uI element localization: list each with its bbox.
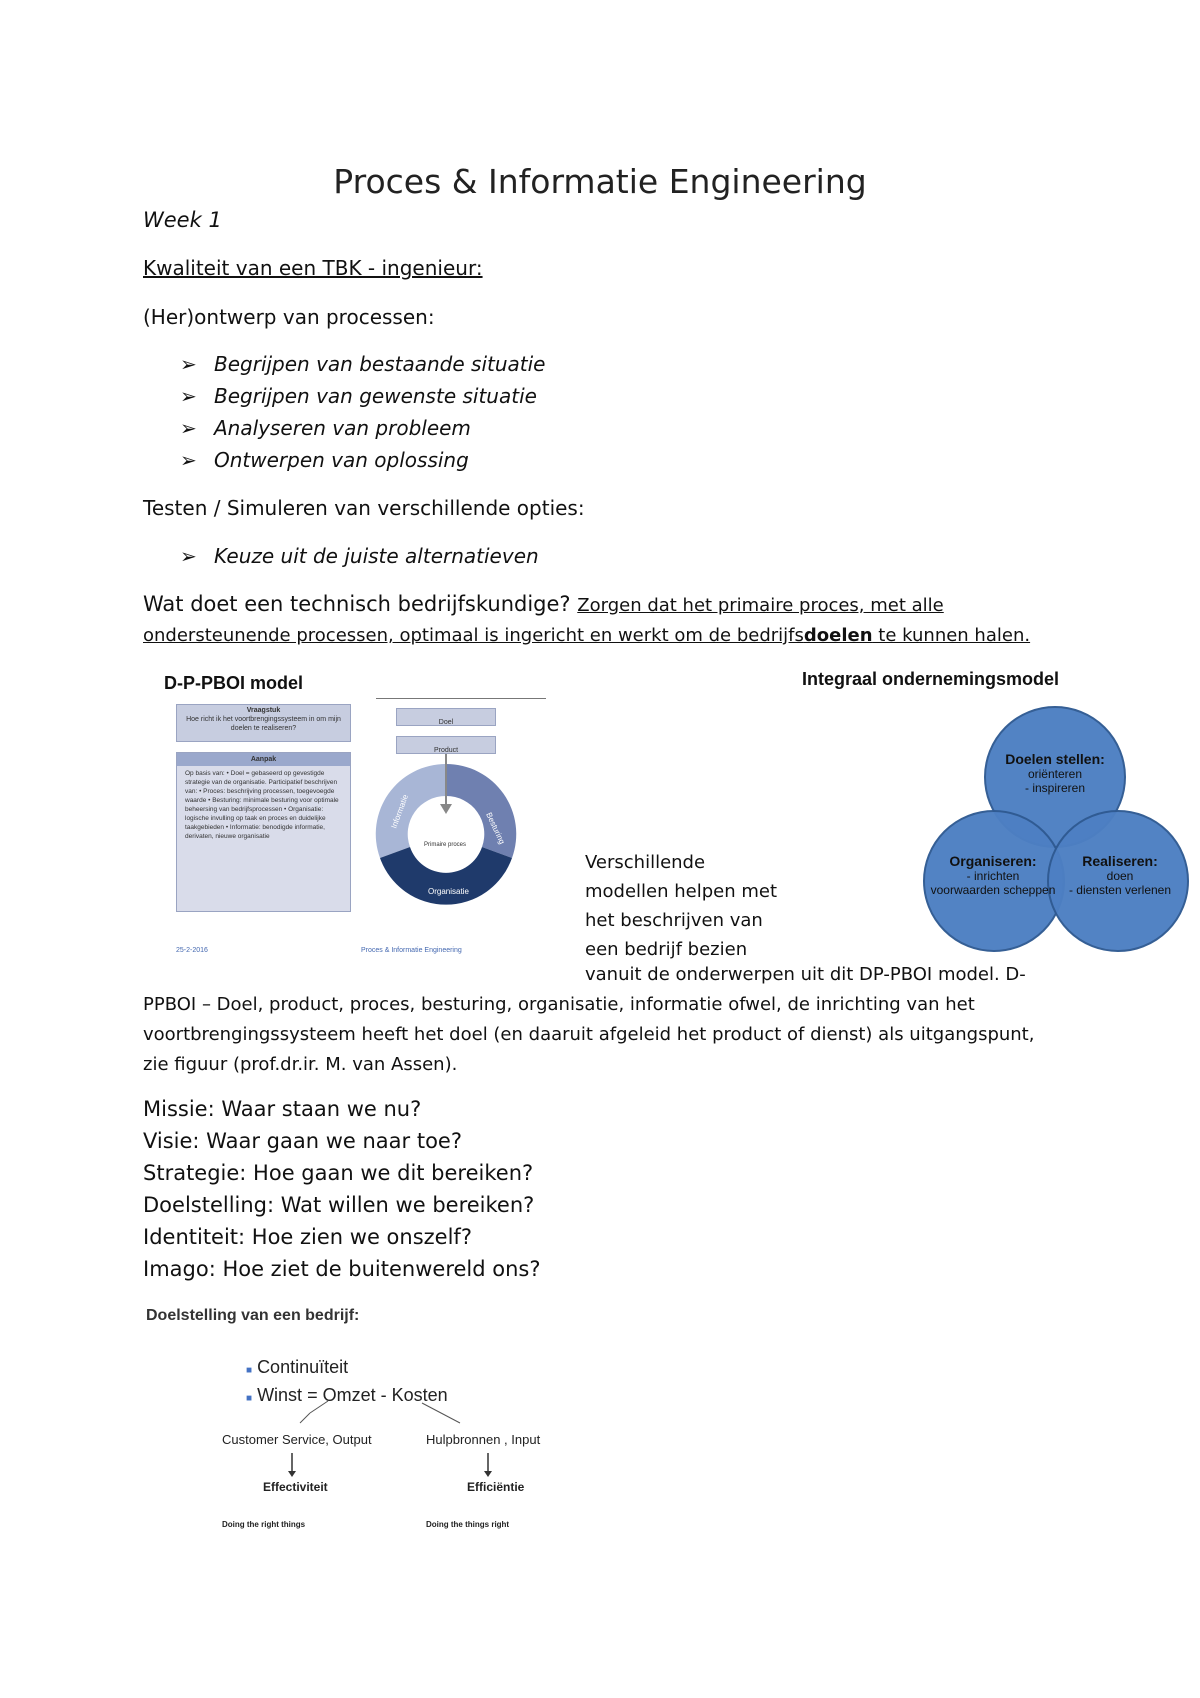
section-herontwerp: (Her)ontwerp van processen: xyxy=(143,305,435,329)
pboi-ring xyxy=(366,754,526,914)
connector-line xyxy=(300,1413,310,1423)
effectiviteit-label: Effectiviteit xyxy=(263,1480,328,1494)
arrowhead-bullet-icon: ➢ xyxy=(180,448,197,472)
arrowhead-bullet-icon: ➢ xyxy=(180,352,197,376)
doel-box: Doel xyxy=(396,708,496,726)
organiseren-text: Organiseren: - inrichten voorwaarden scheppen xyxy=(930,853,1056,897)
qa-doelstelling: Doelstelling: Wat willen we bereiken? xyxy=(143,1193,535,1217)
arrowhead-bullet-icon: ➢ xyxy=(180,384,197,408)
week-label: Week 1 xyxy=(143,208,222,232)
doelstelling-title: Doelstelling van een bedrijf: xyxy=(146,1307,360,1324)
integraal-title: Integraal ondernemingsmodel xyxy=(802,669,1060,689)
list-item: ➢ Keuze uit de juiste alternatieven xyxy=(180,540,539,572)
square-bullet-icon: ■ xyxy=(246,1365,253,1376)
arrowhead-icon xyxy=(288,1471,296,1477)
doel-right-label: Hulpbronnen , Input xyxy=(426,1432,541,1447)
list-item: ➢ Ontwerpen van oplossing xyxy=(180,444,545,476)
connector-line xyxy=(310,1401,328,1413)
wat-doet-question: Wat doet een technisch bedrijfskundige? xyxy=(143,592,571,616)
arrowhead-bullet-icon: ➢ xyxy=(180,416,197,440)
efficientie-label: Efficiëntie xyxy=(467,1480,525,1494)
doelen-text: Doelen stellen: oriënteren - inspireren xyxy=(1005,751,1105,795)
bullet-continuiteit: ■ Continuïteit xyxy=(246,1357,349,1377)
doelstelling-connectors xyxy=(200,1395,600,1525)
list-item: ➢ Begrijpen van gewenste situatie xyxy=(180,380,545,412)
qa-strategie: Strategie: Hoe gaan we dit bereiken? xyxy=(143,1161,534,1185)
arrowhead-bullet-icon: ➢ xyxy=(180,544,197,568)
heading-kwaliteit: Kwaliteit van een TBK - ingenieur: xyxy=(143,256,483,280)
section-testen: Testen / Simuleren van verschillende opties: xyxy=(143,496,585,520)
ring-label-besturing: Besturing xyxy=(484,811,507,846)
testen-list xyxy=(180,540,539,572)
divider xyxy=(376,698,546,699)
mission-vision-list xyxy=(143,1093,541,1285)
realiseren-text: Realiseren: doen - diensten verlenen xyxy=(1068,853,1172,897)
wat-doet-paragraph xyxy=(143,590,1063,650)
aanpak-box: Aanpak Op basis van: • Doel = gebaseerd op gevestigde strategie van de organisatie. Participatief beschrijven van: • Proces: beschrijving processen, toegevoegde waarde • Besturing: minimale besturing voor optimale beheersing van bedrijfsprocessen • Organisatie: logische invulling op taak en proces en duidelijke taakgebieden • Informatie: benodigde informatie, derivaten, nieuwe organisatie xyxy=(176,752,351,912)
qa-visie: Visie: Waar gaan we naar toe? xyxy=(143,1129,462,1153)
center-label: Primaire proces xyxy=(424,842,467,848)
doel-left-label: Customer Service, Output xyxy=(222,1432,372,1447)
bullet-winst: ■ Winst = Omzet - Kosten xyxy=(246,1385,448,1405)
wat-doet-answer: Zorgen dat het primaire proces, met alle ondersteunende processen, optimaal is ingericht en werkt om de bedrijfsdoelen te kunnen halen. xyxy=(143,595,1031,646)
connector-line xyxy=(422,1403,460,1423)
square-bullet-icon: ■ xyxy=(246,1393,253,1404)
ring-label-organisatie: Organisatie xyxy=(428,887,469,896)
dppboi-footer-date: 25-2-2016 xyxy=(176,947,208,954)
side-text: Verschillende modellen helpen met het beschrijven van een bedrijf bezien xyxy=(585,852,778,960)
qa-identiteit: Identiteit: Hoe zien we onszelf? xyxy=(143,1225,472,1249)
dppboi-title: D-P-PBOI model xyxy=(164,673,304,693)
page-title: Proces & Informatie Engineering xyxy=(333,162,867,201)
dppboi-footer-course: Proces & Informatie Engineering xyxy=(361,947,462,954)
left-motto: Doing the right things xyxy=(222,1520,306,1529)
dppboi-diagram xyxy=(176,700,546,956)
herontwerp-list xyxy=(180,348,545,476)
ring-segment-organisatie xyxy=(380,847,512,905)
ring-label-informatie: Informatie xyxy=(389,793,411,830)
dppboi-paragraph: vanuit de onderwerpen uit dit DP-PBOI model. D- PPBOI – Doel, product, proces, besturing, organisatie, informatie ofwel, de inrichting van het voortbrengingssysteem heeft het doel (en daaruit afgeleid het product of dienst) als uitgangspunt, zie figuur (prof.dr.ir. M. van Assen). xyxy=(143,964,1035,1075)
arrowhead-icon xyxy=(484,1471,492,1477)
list-item: ➢ Begrijpen van bestaande situatie xyxy=(180,348,545,380)
qa-imago: Imago: Hoe ziet de buitenwereld ons? xyxy=(143,1257,541,1281)
arrowhead-icon xyxy=(440,804,452,814)
right-motto: Doing the things right xyxy=(426,1520,510,1529)
qa-missie: Missie: Waar staan we nu? xyxy=(143,1097,422,1121)
list-item: ➢ Analyseren van probleem xyxy=(180,412,545,444)
product-box: Product xyxy=(396,736,496,754)
vraagstuk-box: Vraagstuk Hoe richt ik het voortbrengingssysteem in om mijn doelen te realiseren? xyxy=(176,704,351,742)
